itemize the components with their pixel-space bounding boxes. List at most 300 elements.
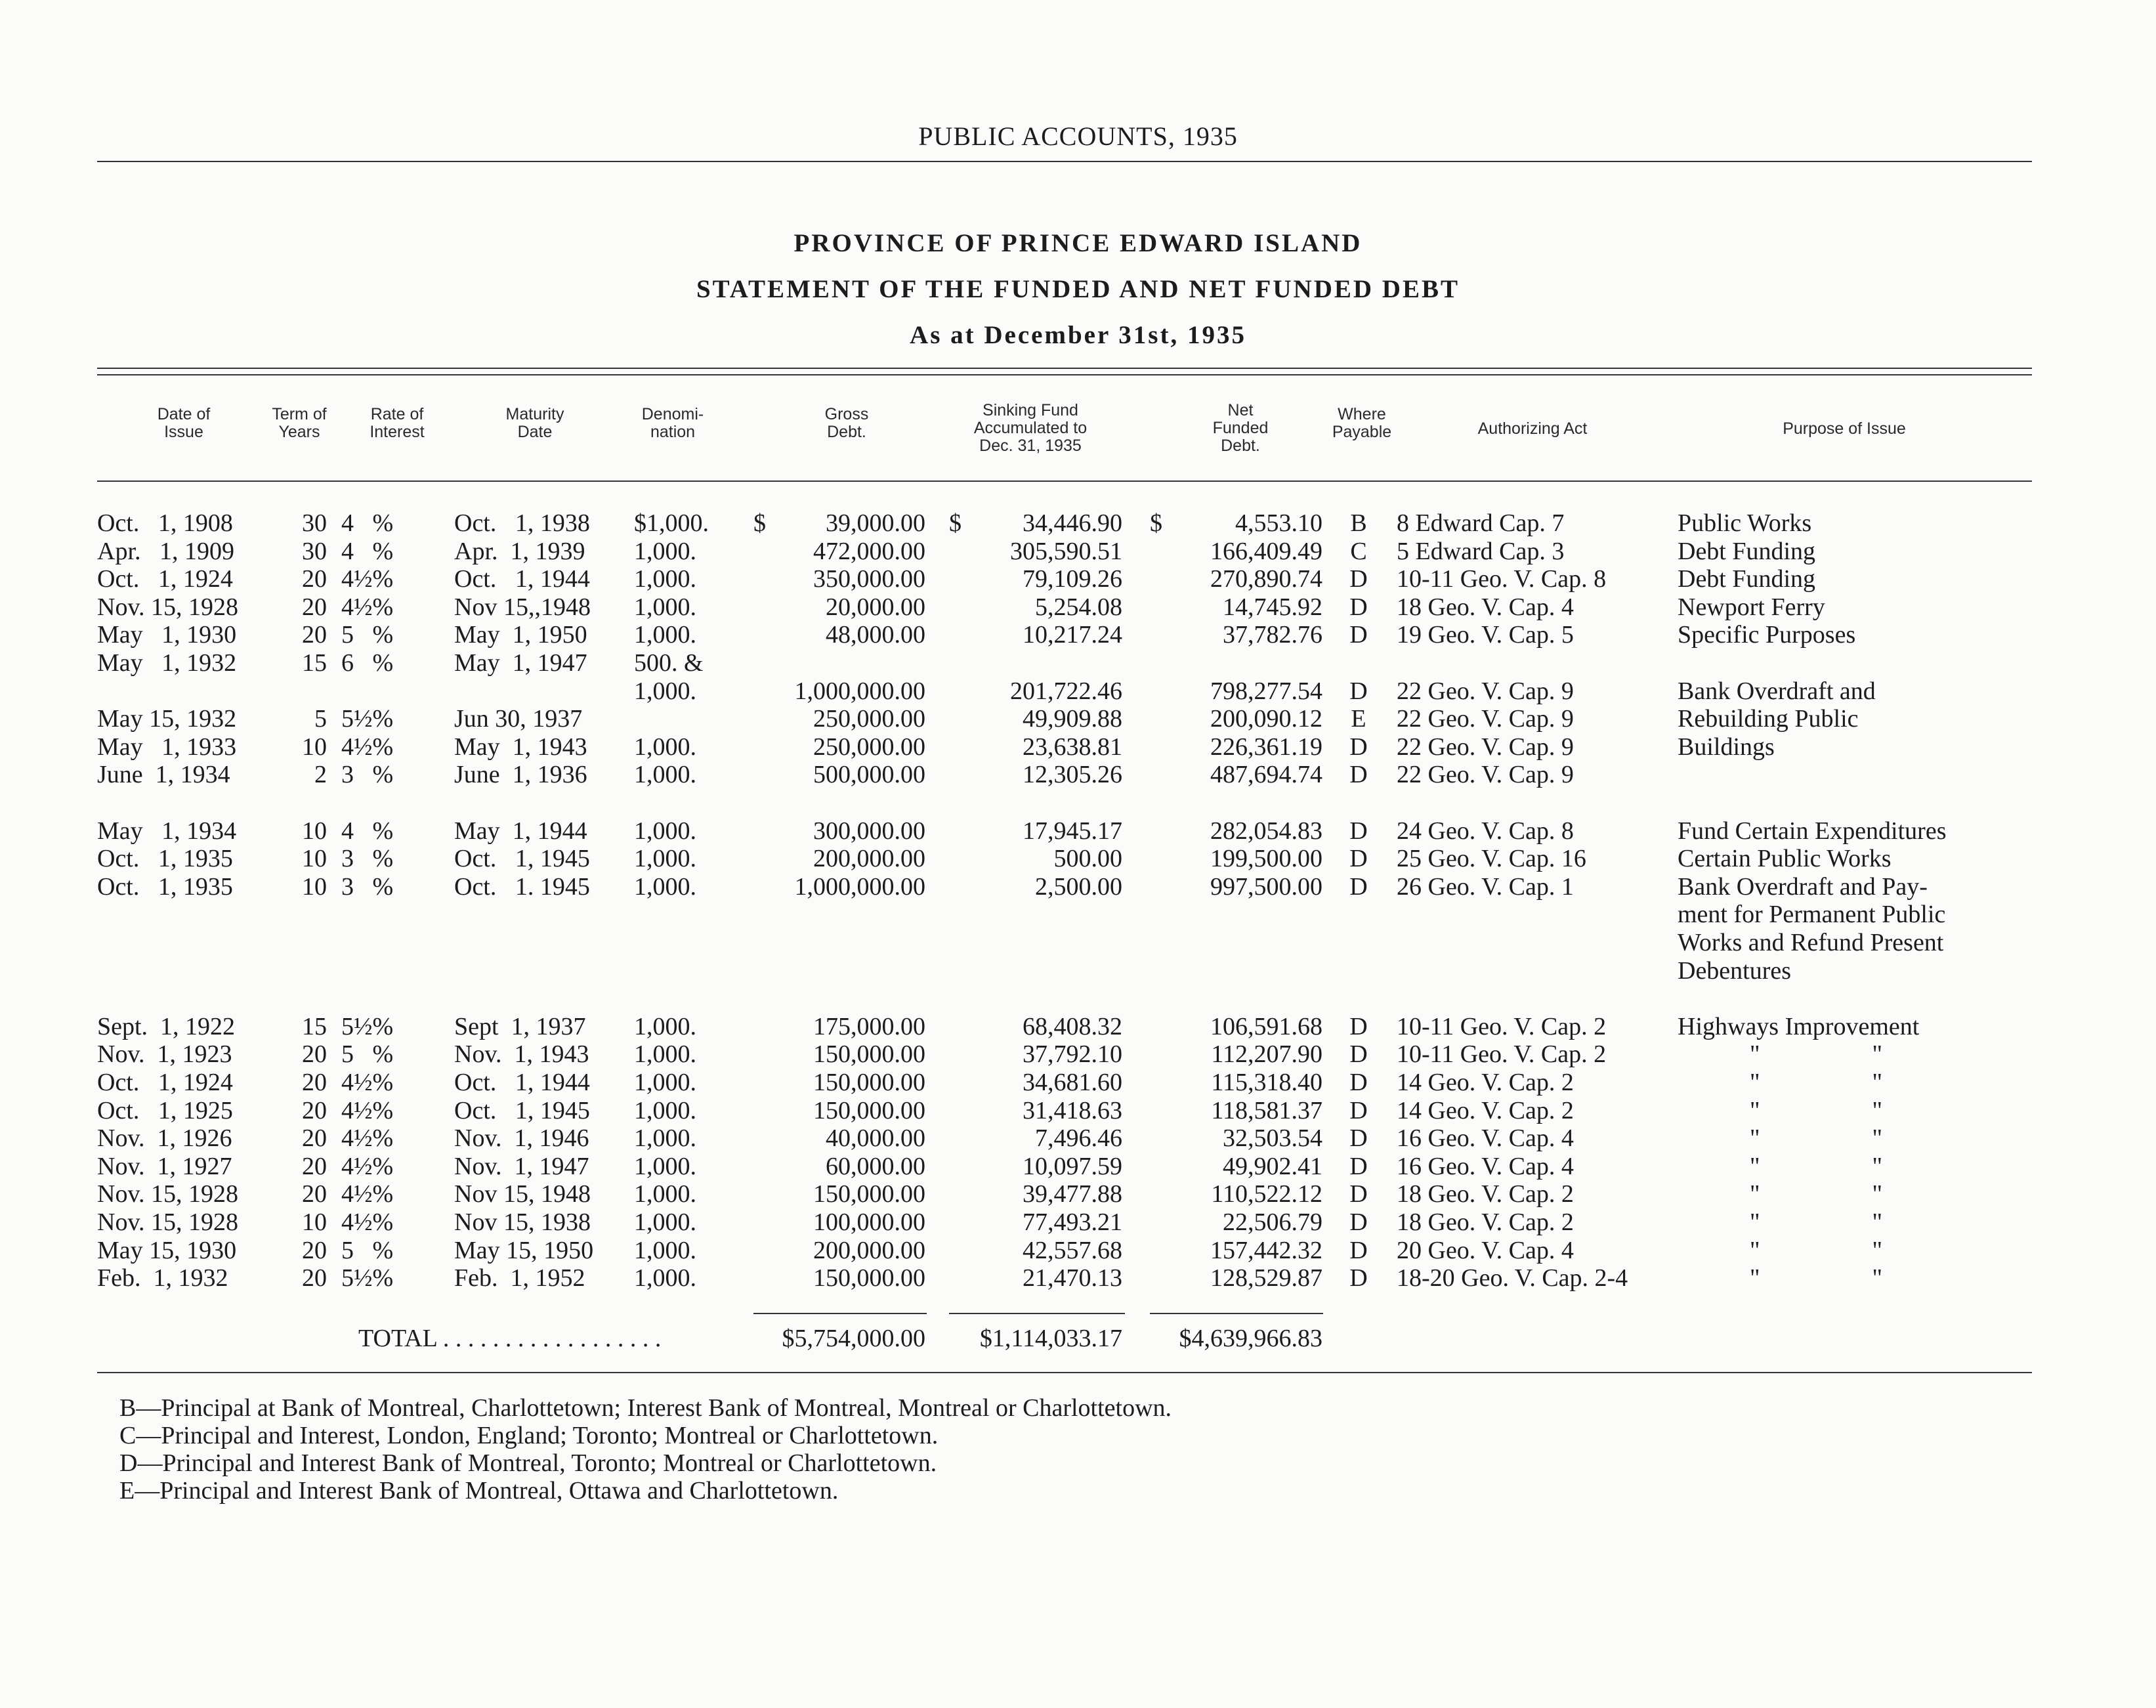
dollar-sign-sinking: $ [949,509,962,537]
cell-term: 20 [302,621,327,649]
cell-term: 20 [302,1097,327,1124]
cell-net: 157,442.32 [1210,1237,1322,1264]
cell-maturity: June 1, 1936 [454,761,587,788]
cell-denom: 1,000. [634,1237,696,1264]
cell-maturity: Oct. 1, 1944 [454,1069,590,1096]
column-header-line: Maturity [505,405,564,423]
statement-title-2: STATEMENT OF THE FUNDED AND NET FUNDED DEBT [696,275,1460,303]
cell-act: 22 Geo. V. Cap. 9 [1397,733,1574,761]
cell-rate: 4 % [341,509,394,537]
cell-net: 4,553.10 [1235,509,1322,537]
column-header-maturity [479,406,591,441]
cell-gross: 150,000.00 [813,1040,925,1068]
cell-where: D [1349,873,1368,901]
cell-act: 20 Geo. V. Cap. 4 [1397,1237,1574,1264]
cell-date: June 1, 1934 [97,761,230,788]
cell-gross: 500,000.00 [813,761,925,788]
cell-net: 22,506.79 [1223,1208,1322,1236]
cell-rate: 5 % [341,1237,394,1264]
cell-where: D [1349,593,1368,621]
cell-rate: 5 % [341,621,394,649]
cell-rate: 4½% [341,593,394,621]
cell-act: 19 Geo. V. Cap. 5 [1397,621,1574,649]
cell-denom: 1,000. [634,538,696,565]
cell-gross: 300,000.00 [813,817,925,845]
cell-rate: 3 % [341,845,394,872]
cell-purpose: " " [1750,1180,1883,1208]
column-header-line: Denomi- [641,405,704,423]
cell-denom: 1,000. [634,621,696,649]
cell-sinking: 79,109.26 [1023,565,1122,593]
column-header-sinking [945,402,1116,455]
cell-date: Sept. 1, 1922 [97,1013,236,1040]
cell-where: D [1349,1153,1368,1180]
cell-maturity: Nov 15, 1938 [454,1208,591,1236]
cell-purpose: Debt Funding [1678,538,1816,565]
cell-where: D [1349,565,1368,593]
footnote-d: D—Principal and Interest Bank of Montreal, Toronto; Montreal or Charlottetown. [119,1449,937,1477]
cell-purpose: " " [1750,1208,1883,1236]
cell-rate: 5½% [341,1264,394,1292]
cell-denom: $1,000. [634,509,709,537]
cell-rate: 6 % [341,649,394,677]
cell-sinking: 10,097.59 [1023,1153,1122,1180]
cell-maturity: Oct. 1, 1938 [454,509,590,537]
cell-sinking: 2,500.00 [1035,873,1122,901]
cell-maturity: Feb. 1, 1952 [454,1264,585,1292]
cell-net: 49,902.41 [1223,1153,1322,1180]
cell-net: 128,529.87 [1210,1264,1322,1292]
cell-net: 200,090.12 [1210,705,1322,733]
cell-gross: 250,000.00 [813,705,925,733]
column-header-line: Date [517,423,553,441]
cell-net: 798,277.54 [1210,677,1322,705]
cell-where: D [1349,761,1368,788]
cell-where: E [1351,705,1366,733]
cell-date: Nov. 1, 1926 [97,1124,232,1152]
cell-purpose: Public Works [1678,509,1812,537]
cell-net: 118,581.37 [1211,1097,1322,1124]
cell-rate: 4½% [341,733,394,761]
cell-term: 20 [302,1180,327,1208]
cell-net: 199,500.00 [1210,845,1322,872]
cell-where: D [1349,1264,1368,1292]
cell-sinking: 31,418.63 [1023,1097,1122,1124]
cell-maturity: Nov 15, 1948 [454,1180,591,1208]
cell-gross: 150,000.00 [813,1097,925,1124]
cell-where: D [1349,1180,1368,1208]
cell-where: D [1349,733,1368,761]
cell-gross: 39,000.00 [826,509,925,537]
cell-sinking: 39,477.88 [1023,1180,1122,1208]
cell-gross: 150,000.00 [813,1180,925,1208]
cell-purpose: " " [1750,1040,1883,1068]
cell-date: Oct. 1, 1925 [97,1097,233,1124]
cell-purpose: Certain Public Works [1678,845,1892,872]
column-header-line: Rate of [370,405,424,423]
cell-denom: 1,000. [634,845,696,872]
cell-act: 16 Geo. V. Cap. 4 [1397,1153,1574,1180]
total-label: TOTAL . . . . . . . . . . . . . . . . . . [358,1325,662,1352]
cell-denom: 1,000. [634,873,696,901]
cell-act: 25 Geo. V. Cap. 16 [1397,845,1586,872]
total-rule-gross [753,1313,927,1314]
cell-date: May 15, 1932 [97,705,237,733]
column-header-line: Purpose of Issue [1783,419,1906,438]
cell-sinking: 34,446.90 [1023,509,1122,537]
cell-denom: 1,000. [634,565,696,593]
cell-sinking: 49,909.88 [1023,705,1122,733]
cell-date: Oct. 1, 1908 [97,509,233,537]
cell-gross: 1,000,000.00 [794,873,925,901]
cell-maturity: Oct. 1, 1945 [454,1097,590,1124]
cell-where: D [1349,1208,1368,1236]
cell-date: Apr. 1, 1909 [97,538,234,565]
cell-gross: 250,000.00 [813,733,925,761]
column-header-line: Debt. [1221,437,1260,455]
cell-purpose: " " [1750,1097,1883,1124]
cell-denom: 1,000. [634,761,696,788]
cell-gross: 350,000.00 [813,565,925,593]
total-net: $4,639,966.83 [1179,1325,1322,1352]
cell-denom: 1,000. [634,593,696,621]
cell-term: 20 [302,1040,327,1068]
cell-rate: 3 % [341,873,394,901]
cell-purpose: Bank Overdraft and [1678,677,1876,705]
cell-purpose: Bank Overdraft and Pay- [1678,873,1928,901]
cell-act: 8 Edward Cap. 7 [1397,509,1565,537]
cell-term: 20 [302,1237,327,1264]
cell-denom: 1,000. [634,1040,696,1068]
table-top-double-rule-2 [97,374,2032,375]
cell-denom: 1,000. [634,1153,696,1180]
cell-denom: 1,000. [634,1013,696,1040]
cell-date: Oct. 1, 1924 [97,1069,233,1096]
cell-rate: 4½% [341,1180,394,1208]
total-gross: $5,754,000.00 [782,1325,925,1352]
cell-sinking: 305,590.51 [1010,538,1122,565]
cell-date: Nov. 15, 1928 [97,1208,238,1236]
top-rule [97,161,2032,162]
cell-maturity: May 1, 1950 [454,621,587,649]
cell-denom: 1,000. [634,677,696,705]
column-header-line: Dec. 31, 1935 [979,437,1082,455]
cell-sinking: 12,305.26 [1023,761,1122,788]
cell-sinking: 77,493.21 [1023,1208,1122,1236]
column-header-line: Date of [157,405,211,423]
cell-sinking: 10,217.24 [1023,621,1122,649]
column-header-where [1319,406,1405,441]
cell-term: 20 [302,1124,327,1152]
cell-where: D [1349,1124,1368,1152]
cell-rate: 4½% [341,1069,394,1096]
cell-date: May 1, 1930 [97,621,237,649]
cell-gross: 48,000.00 [826,621,925,649]
cell-purpose: " " [1750,1069,1883,1096]
cell-act: 22 Geo. V. Cap. 9 [1397,677,1574,705]
cell-rate: 5½% [341,705,394,733]
cell-act: 10-11 Geo. V. Cap. 2 [1397,1013,1607,1040]
cell-sinking: 500.00 [1053,845,1122,872]
column-header-line: Interest [370,423,425,441]
cell-where: D [1349,1013,1368,1040]
cell-maturity: May 1, 1943 [454,733,587,761]
cell-term: 15 [302,649,327,677]
cell-maturity: Nov. 1, 1947 [454,1153,589,1180]
cell-net: 37,782.76 [1223,621,1322,649]
cell-where: D [1349,845,1368,872]
cell-purpose: " " [1750,1264,1883,1292]
cell-where: D [1349,1097,1368,1124]
cell-denom: 1,000. [634,1069,696,1096]
cell-purpose: Fund Certain Expenditures [1678,817,1947,845]
cell-act: 24 Geo. V. Cap. 8 [1397,817,1574,845]
footer-rule [97,1372,2032,1373]
cell-rate: 4½% [341,1097,394,1124]
cell-net: 112,207.90 [1211,1040,1322,1068]
column-header-line: Term of [272,405,327,423]
cell-maturity: Nov 15,,1948 [454,593,591,621]
cell-where: D [1349,621,1368,649]
column-header-line: Authorizing Act [1477,419,1588,438]
cell-purpose: Rebuilding Public [1678,705,1859,733]
cell-sinking: 7,496.46 [1035,1124,1122,1152]
cell-date: Nov. 1, 1923 [97,1040,232,1068]
cell-maturity: May 15, 1950 [454,1237,594,1264]
cell-date: Oct. 1, 1935 [97,845,233,872]
cell-rate: 5 % [341,1040,394,1068]
cell-term: 30 [302,538,327,565]
cell-date: Oct. 1, 1924 [97,565,233,593]
footnote-c: C—Principal and Interest, London, England; Toronto; Montreal or Charlottetown. [119,1422,939,1449]
column-header-line: Where [1338,405,1386,423]
cell-net: 270,890.74 [1210,565,1322,593]
cell-where: D [1349,677,1368,705]
cell-date: May 15, 1930 [97,1237,237,1264]
column-header-date [112,406,256,441]
header-bottom-rule [97,480,2032,482]
cell-net: 14,745.92 [1223,593,1322,621]
cell-purpose: " " [1750,1237,1883,1264]
cell-net: 487,694.74 [1210,761,1322,788]
cell-term: 20 [302,1069,327,1096]
cell-act: 18 Geo. V. Cap. 2 [1397,1180,1574,1208]
cell-date: Feb. 1, 1932 [97,1264,228,1292]
cell-date: May 1, 1933 [97,733,237,761]
cell-net: 997,500.00 [1210,873,1322,901]
cell-sinking: 68,408.32 [1023,1013,1122,1040]
cell-act: 10-11 Geo. V. Cap. 8 [1397,565,1607,593]
cell-date: May 1, 1934 [97,817,237,845]
cell-rate: 4½% [341,1153,394,1180]
cell-date: Nov. 15, 1928 [97,1180,238,1208]
total-rule-net [1150,1313,1323,1314]
footnote-b: B—Principal at Bank of Montreal, Charlottetown; Interest Bank of Montreal, Montreal or Charlottetown. [119,1394,1172,1422]
column-header-gross [807,406,886,441]
cell-rate: 5½% [341,1013,394,1040]
cell-net: 32,503.54 [1223,1124,1322,1152]
cell-where: D [1349,1040,1368,1068]
cell-gross: 472,000.00 [813,538,925,565]
column-header-line: Funded [1212,419,1269,437]
cell-rate: 4 % [341,538,394,565]
cell-term: 10 [302,845,327,872]
cell-where: D [1349,1237,1368,1264]
cell-act: 18 Geo. V. Cap. 2 [1397,1208,1574,1236]
cell-rate: 4 % [341,817,394,845]
cell-denom: 1,000. [634,1124,696,1152]
cell-maturity: May 1, 1947 [454,649,587,677]
cell-gross: 1,000,000.00 [794,677,925,705]
cell-term: 10 [302,873,327,901]
statement-title-1: PROVINCE OF PRINCE EDWARD ISLAND [793,229,1363,257]
cell-act: 22 Geo. V. Cap. 9 [1397,761,1574,788]
cell-gross: 40,000.00 [826,1124,925,1152]
table-top-double-rule-1 [97,368,2032,369]
cell-sinking: 17,945.17 [1023,817,1122,845]
cell-gross: 100,000.00 [813,1208,925,1236]
column-header-rate [354,406,440,441]
cell-rate: 3 % [341,761,394,788]
cell-rate: 4½% [341,565,394,593]
cell-purpose: Debt Funding [1678,565,1816,593]
total-sinking: $1,114,033.17 [979,1325,1122,1352]
column-header-line: Sinking Fund [983,401,1078,419]
cell-term: 10 [302,733,327,761]
cell-sinking: 201,722.46 [1010,677,1122,705]
cell-sinking: 42,557.68 [1023,1237,1122,1264]
cell-act: 16 Geo. V. Cap. 4 [1397,1124,1574,1152]
cell-act: 18-20 Geo. V. Cap. 2-4 [1397,1264,1628,1292]
cell-maturity: Jun 30, 1937 [454,705,583,733]
cell-net: 110,522.12 [1211,1180,1322,1208]
column-header-act [1437,420,1628,438]
column-header-line: Accumulated to [973,419,1088,437]
cell-act: 14 Geo. V. Cap. 2 [1397,1097,1574,1124]
total-rule-sinking [949,1313,1125,1314]
cell-term: 15 [302,1013,327,1040]
cell-denom: 1,000. [634,817,696,845]
cell-sinking: 37,792.10 [1023,1040,1122,1068]
cell-maturity: Apr. 1, 1939 [454,538,585,565]
running-title: PUBLIC ACCOUNTS, 1935 [918,121,1238,151]
cell-gross: 150,000.00 [813,1069,925,1096]
cell-sinking: 23,638.81 [1023,733,1122,761]
cell-where: B [1350,509,1367,537]
cell-purpose: ment for Permanent Public [1678,901,1946,928]
cell-gross: 175,000.00 [813,1013,925,1040]
cell-date: Oct. 1, 1935 [97,873,233,901]
cell-maturity: Oct. 1. 1945 [454,873,590,901]
cell-sinking: 34,681.60 [1023,1069,1122,1096]
cell-sinking: 5,254.08 [1035,593,1122,621]
cell-act: 5 Edward Cap. 3 [1397,538,1565,565]
cell-denom: 500. & [634,649,704,677]
cell-act: 14 Geo. V. Cap. 2 [1397,1069,1574,1096]
cell-act: 18 Geo. V. Cap. 4 [1397,593,1574,621]
cell-maturity: Oct. 1, 1945 [454,845,590,872]
cell-purpose: Specific Purposes [1678,621,1856,649]
cell-purpose: Works and Refund Present [1678,929,1944,956]
cell-rate: 4½% [341,1208,394,1236]
cell-gross: 200,000.00 [813,1237,925,1264]
cell-where: C [1350,538,1367,565]
cell-term: 10 [302,817,327,845]
cell-term: 30 [302,509,327,537]
cell-maturity: Nov. 1, 1943 [454,1040,589,1068]
cell-term: 10 [302,1208,327,1236]
cell-maturity: May 1, 1944 [454,817,587,845]
cell-gross: 150,000.00 [813,1264,925,1292]
cell-term: 20 [302,565,327,593]
dollar-sign-net: $ [1150,509,1162,537]
column-header-line: Debt. [827,423,866,441]
cell-purpose: Highways Improvement [1678,1013,1920,1040]
cell-where: D [1349,817,1368,845]
cell-net: 106,591.68 [1210,1013,1322,1040]
cell-maturity: Sept 1, 1937 [454,1013,586,1040]
cell-gross: 60,000.00 [826,1153,925,1180]
cell-net: 166,409.49 [1210,538,1322,565]
cell-term: 20 [302,1153,327,1180]
cell-gross: 200,000.00 [813,845,925,872]
column-header-line: Gross [824,405,869,423]
column-header-purpose [1706,420,1982,438]
column-header-net [1194,402,1286,455]
cell-maturity: Oct. 1, 1944 [454,565,590,593]
cell-term: 20 [302,593,327,621]
cell-denom: 1,000. [634,1097,696,1124]
cell-term: 20 [302,1264,327,1292]
column-header-line: Net [1227,401,1254,419]
column-header-term [257,406,341,441]
cell-purpose: Buildings [1678,733,1775,761]
column-header-line: Issue [164,423,203,441]
cell-denom: 1,000. [634,1208,696,1236]
cell-date: Nov. 15, 1928 [97,593,238,621]
column-header-line: nation [650,423,696,441]
cell-term: 5 [314,705,327,733]
cell-net: 115,318.40 [1211,1069,1322,1096]
column-header-line: Years [278,423,320,441]
cell-denom: 1,000. [634,733,696,761]
cell-term: 2 [314,761,327,788]
cell-date: Nov. 1, 1927 [97,1153,232,1180]
column-header-line: Payable [1332,423,1392,441]
cell-act: 22 Geo. V. Cap. 9 [1397,705,1574,733]
cell-purpose: " " [1750,1153,1883,1180]
cell-where: D [1349,1069,1368,1096]
dollar-sign-gross: $ [753,509,766,537]
cell-purpose: " " [1750,1124,1883,1152]
statement-title-3: As at December 31st, 1935 [910,321,1246,349]
cell-denom: 1,000. [634,1264,696,1292]
cell-purpose: Newport Ferry [1678,593,1825,621]
cell-maturity: Nov. 1, 1946 [454,1124,589,1152]
cell-act: 26 Geo. V. Cap. 1 [1397,873,1574,901]
cell-purpose: Debentures [1678,957,1792,985]
cell-rate: 4½% [341,1124,394,1152]
cell-net: 282,054.83 [1210,817,1322,845]
cell-denom: 1,000. [634,1180,696,1208]
footnote-e: E—Principal and Interest Bank of Montreal, Ottawa and Charlottetown. [119,1477,839,1505]
cell-net: 226,361.19 [1210,733,1322,761]
cell-sinking: 21,470.13 [1023,1264,1122,1292]
cell-date: May 1, 1932 [97,649,237,677]
cell-act: 10-11 Geo. V. Cap. 2 [1397,1040,1607,1068]
cell-gross: 20,000.00 [826,593,925,621]
column-header-denom [630,406,715,441]
